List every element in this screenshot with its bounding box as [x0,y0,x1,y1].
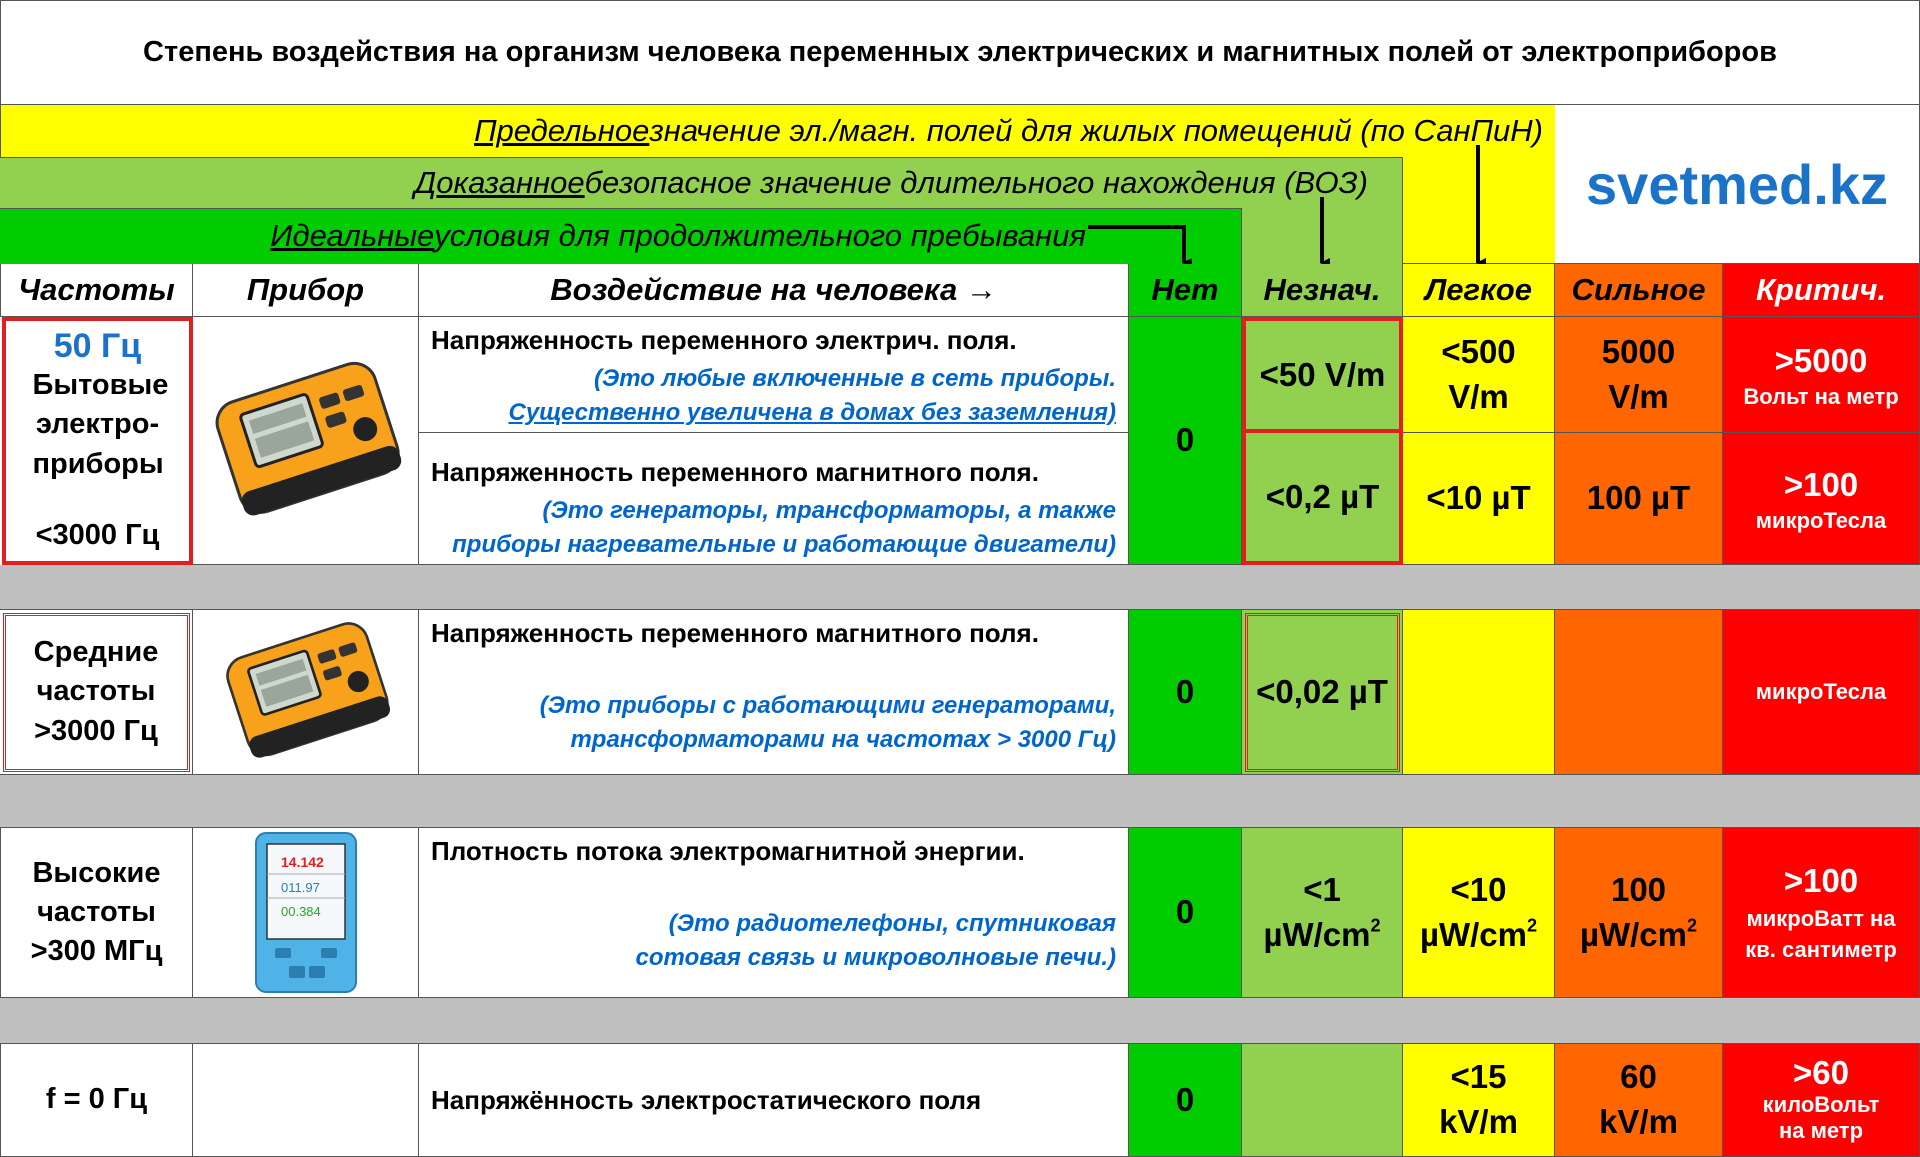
device-cell-2 [193,610,419,775]
r1-none: 0 [1129,317,1242,565]
freq-limit: <3000 Гц [35,518,160,551]
r2-critical-unit: микроТесла [1723,610,1920,775]
header-device: Прибор [193,264,419,317]
r3-slight-val: <1 [1303,870,1341,908]
ideal-rest: условия для продолжительного пребывания [434,218,1086,253]
impact-high [419,828,1129,998]
unit-sup: 2 [1370,914,1381,935]
r4-critical [1723,1044,1920,1157]
impact-high-note1: (Это радиотелефоны, спутниковая [668,910,1116,937]
r1-m-strong: 100 µT [1555,433,1723,565]
freq-static: f = 0 Гц [0,1044,193,1157]
r4-light-unit: kV/m [1439,1103,1518,1140]
header-impact: Воздействие на человека → [419,264,1129,317]
freq-50hz: 50 Гц [53,327,142,366]
r3-critical [1723,828,1920,998]
rf-meter-icon [251,830,361,995]
r4-strong-val: 60 [1620,1058,1657,1096]
r1-e-critical-unit: Вольт на метр [1743,383,1899,409]
impact-m-note1: (Это генераторы, трансформаторы, а также [542,497,1116,524]
impact-medium-note2: трансформаторами на частотах > 3000 Гц) [570,725,1116,753]
impact-m-note2: приборы нагревательные и работающие двигатели) [452,530,1116,558]
r1-m-slight: <0,2 µT [1242,433,1403,565]
r3-strong [1555,828,1723,998]
r1-e-critical [1723,317,1920,433]
r1-e-strong: 5000 V/m [1555,317,1723,433]
ideal-arrow [1088,227,1184,263]
r3-light [1403,828,1555,998]
r4-slight [1242,1044,1403,1157]
sanpin-rest: значение эл./магн. полей для жилых помещений (по СанПиН) [649,113,1543,148]
header-none: Нет [1129,264,1242,317]
page-title: Степень воздействия на организм человека переменных электрических и магнитных полей от электроприборов [0,0,1920,105]
r3-strong-unit [1580,913,1697,958]
r3-slight-unit [1263,913,1380,958]
impact-e-note2: Существенно увеличена в домах без заземления) [508,398,1116,426]
device-cell-1 [193,317,419,565]
impact-medium [419,610,1129,775]
r3-slight [1242,828,1403,998]
header-light: Легкое [1403,264,1555,317]
r4-strong [1555,1044,1723,1157]
unit-sup: 2 [1686,914,1698,935]
impact-high-title: Плотность потока электромагнитной энергии. [431,836,1025,866]
impact-static: Напряжённость электростатического поля [419,1044,1129,1157]
r2-light [1403,610,1555,775]
r4-strong-unit: kV/m [1599,1103,1678,1140]
freq-medium: Средние частоты >3000 Гц [0,610,193,775]
r4-none: 0 [1129,1044,1242,1157]
device-cell-4 [193,1044,419,1157]
r3-strong-val: 100 [1610,870,1667,908]
impact-e-note1: (Это любые включенные в сеть приборы. [593,365,1116,392]
r2-strong [1555,610,1723,775]
r1-m-critical-unit: микроТесла [1755,507,1887,533]
unit-text: µW/cm [1419,915,1527,953]
r3-light-val: <10 [1450,870,1507,908]
r1-e-light: <500 V/m [1403,317,1555,433]
r4-light [1403,1044,1555,1157]
r1-m-critical-val: >100 [1783,466,1859,504]
impact-medium-note1: (Это приборы с работающими генераторами, [539,692,1116,719]
header-critical: Критич. [1723,264,1920,317]
r4-light-val: <15 [1450,1058,1507,1096]
r3-none: 0 [1129,828,1242,998]
emf-meter-icon [206,617,406,767]
meter-value-3: 00.384 [280,904,321,919]
freq-household: Бытовые электро-приборы [32,369,169,480]
impact-medium-title: Напряженность переменного магнитного поля. [431,618,1039,648]
who-underlined: Доказанное [414,165,585,200]
r3-critical-val: >100 [1783,862,1859,900]
impact-m-field [419,433,1129,565]
device-cell-3 [193,828,419,998]
meter-value-1: 14.142 [280,854,324,870]
freq-high: Высокие частоты >300 МГц [0,828,193,998]
unit-text: µW/cm [1579,915,1687,953]
separator [0,775,1920,828]
r1-e-critical-val: >5000 [1774,342,1868,380]
impact-m-title: Напряженность переменного магнитного поля. [431,457,1039,487]
site-logo[interactable]: svetmed.kz [1555,105,1920,264]
meter-value-2: 011.97 [280,880,320,895]
r3-critical-unit: микроВатт на кв. сантиметр [1745,905,1897,962]
sanpin-underlined: Предельное [474,113,650,148]
separator [0,565,1920,610]
r2-slight: <0,02 µT [1242,610,1403,775]
ideal-underlined: Идеальные [270,218,435,253]
r4-critical-val: >60 [1793,1054,1849,1092]
separator [0,998,1920,1044]
impact-e-title: Напряженность переменного электрич. поля. [431,325,1017,355]
r1-m-critical [1723,433,1920,565]
unit-text: µW/cm [1263,915,1371,953]
impact-e-field [419,317,1129,433]
unit-sup: 2 [1526,914,1538,935]
r4-critical-unit: килоВольт на метр [1762,1091,1880,1144]
header-freq: Частоты [0,264,193,317]
emf-meter-icon [206,356,406,526]
r3-light-unit [1420,913,1537,958]
r2-none: 0 [1129,610,1242,775]
r1-e-slight: <50 V/m [1242,317,1403,433]
impact-high-note2: сотовая связь и микроволновые печи.) [635,943,1116,971]
header-strong: Сильное [1555,264,1723,317]
header-slight: Незнач. [1242,264,1403,317]
freq-cell-50hz [2,317,193,565]
who-rest: безопасное значение длительного нахождения (ВОЗ) [584,165,1368,200]
r1-m-light: <10 µT [1403,433,1555,565]
band-arrows [0,105,1555,270]
